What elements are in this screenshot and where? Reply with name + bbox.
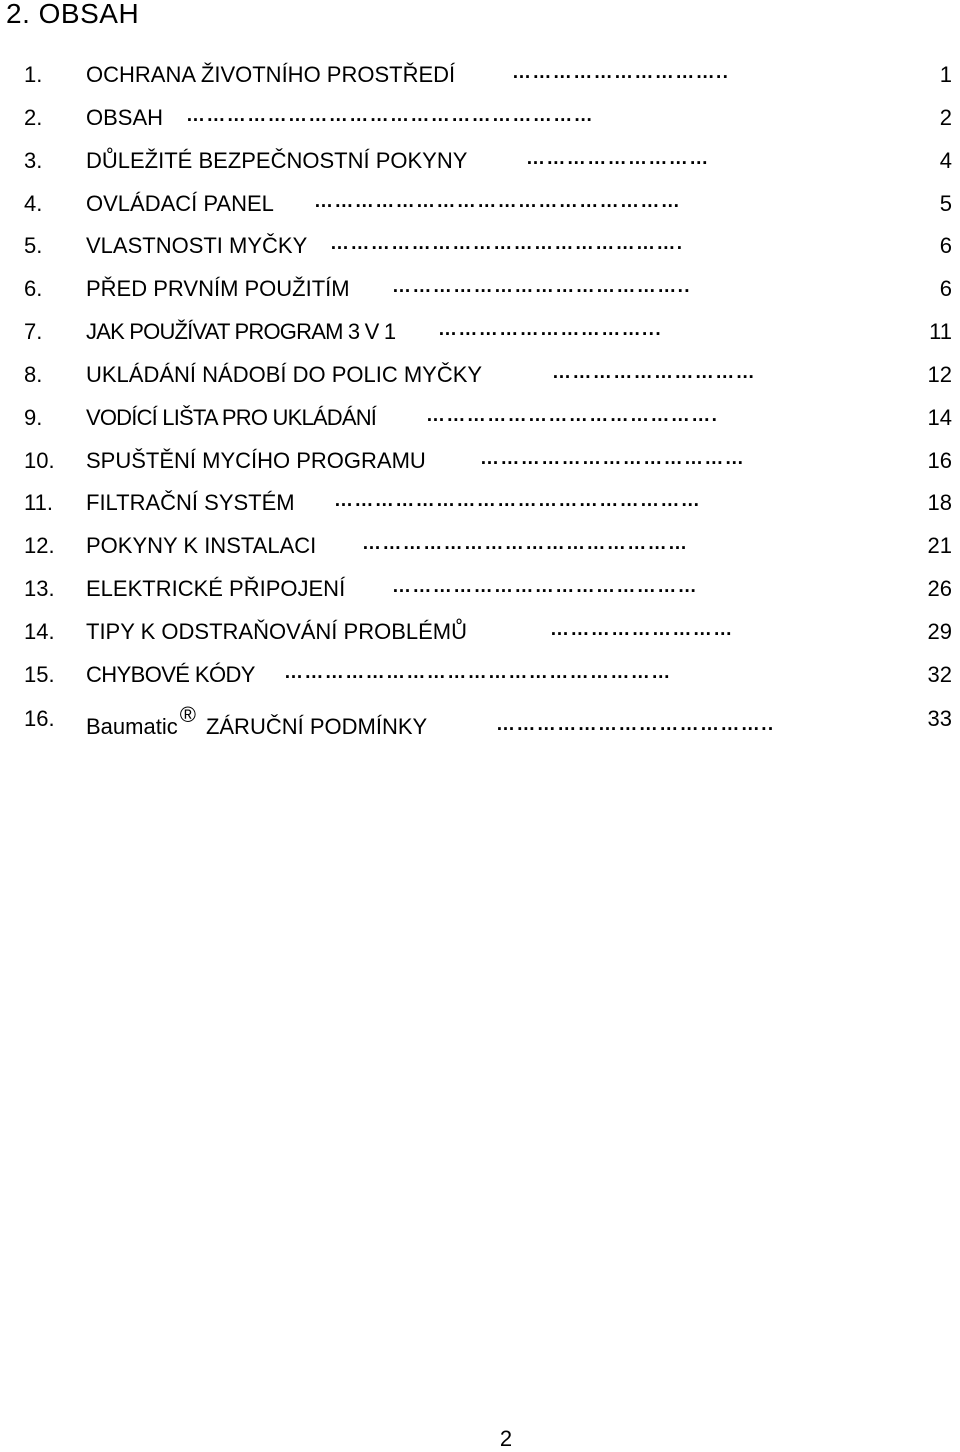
toc-number: 2. — [24, 105, 43, 130]
toc-page-number: 21 — [927, 533, 952, 558]
toc-row — [0, 62, 960, 92]
toc-number: 15. — [24, 662, 55, 687]
toc-row — [0, 148, 960, 178]
registered-mark: ® — [179, 702, 196, 727]
toc-page-number: 5 — [939, 191, 952, 216]
toc-page-number: 12 — [927, 362, 952, 387]
toc-row — [0, 319, 960, 349]
toc-row — [0, 662, 960, 692]
toc-leader-dots: ……………………………………………… — [334, 490, 702, 511]
toc-leader-dots: ………………………….. — [512, 62, 730, 83]
toc-number: 1. — [24, 62, 43, 87]
toc-leader-dots: …………………………... — [438, 319, 663, 340]
toc-page-number: 32 — [927, 662, 952, 687]
toc-title: VLASTNOSTI MYČKY — [86, 233, 308, 258]
toc-number: 4. — [24, 191, 43, 216]
toc-leader-dots: ……………………………………………. — [330, 233, 684, 254]
toc-row — [0, 702, 960, 746]
toc-row — [0, 576, 960, 606]
toc-page-number: 18 — [927, 490, 952, 515]
toc-title: FILTRAČNÍ SYSTÉM — [86, 490, 295, 515]
toc-leader-dots: ……………………………………. — [426, 405, 719, 426]
toc-number: 13. — [24, 576, 55, 601]
toc-leader-dots: ………………………… — [552, 362, 756, 383]
toc-leader-dots: ………………………………… — [480, 448, 746, 469]
toc-leader-dots: ………………………………………… — [362, 533, 689, 554]
toc-leader-dots: …………………………………….. — [392, 276, 691, 297]
page-title: 2. OBSAH — [6, 0, 140, 29]
toc-row — [0, 490, 960, 520]
toc-title-text: ZÁRUČNÍ PODMÍNKY — [205, 714, 428, 739]
toc-page-number: 11 — [929, 319, 952, 344]
toc-title — [86, 702, 428, 740]
toc-number: 6. — [24, 276, 43, 301]
toc-number: 7. — [24, 319, 43, 344]
toc-page-number: 33 — [927, 706, 952, 731]
toc-leader-dots: ………………………………….. — [496, 714, 775, 735]
toc-title: UKLÁDÁNÍ NÁDOBÍ DO POLIC MYČKY — [86, 362, 483, 387]
toc-number: 3. — [24, 148, 43, 173]
toc-row — [0, 405, 960, 435]
toc-number: 14. — [24, 619, 55, 644]
toc-title: JAK POUŽÍVAT PROGRAM 3 V 1 — [86, 319, 396, 344]
toc-number: 12. — [24, 533, 55, 558]
toc-leader-dots: ……………………… — [526, 148, 710, 169]
brand-name: Baumatic — [86, 714, 178, 739]
toc-leader-dots: ……………………………………… — [392, 576, 698, 597]
toc-title: POKYNY K INSTALACI — [86, 533, 317, 558]
toc-number: 11. — [24, 490, 53, 515]
toc-number: 16. — [24, 706, 55, 731]
toc-title: CHYBOVÉ KÓDY — [86, 662, 255, 687]
toc-row — [0, 619, 960, 649]
toc-page-number: 6 — [939, 233, 952, 258]
toc-row — [0, 276, 960, 306]
toc-page-number: 6 — [939, 276, 952, 301]
toc-page-number: 14 — [927, 405, 952, 430]
toc-leader-dots: ……………………… — [550, 619, 734, 640]
toc-number: 9. — [24, 405, 43, 430]
toc-title: OBSAH — [86, 105, 164, 130]
toc-title: SPUŠTĚNÍ MYCÍHO PROGRAMU — [86, 448, 426, 473]
toc-title: VODÍCÍ LIŠTA PRO UKLÁDÁNÍ — [86, 405, 377, 430]
toc-page-number: 4 — [939, 148, 952, 173]
toc-title: ELEKTRICKÉ PŘIPOJENÍ — [86, 576, 346, 601]
toc-row — [0, 105, 960, 135]
toc-title: OCHRANA ŽIVOTNÍHO PROSTŘEDÍ — [86, 62, 456, 87]
toc-title: OVLÁDACÍ PANEL — [86, 191, 274, 216]
toc-title: DŮLEŽITÉ BEZPEČNOSTNÍ POKYNY — [86, 148, 468, 173]
toc-number: 5. — [24, 233, 43, 258]
toc-leader-dots: ………………………………………………… — [284, 662, 672, 683]
toc-page-number: 26 — [927, 576, 952, 601]
toc-page-number: 1 — [939, 62, 952, 87]
toc-row — [0, 233, 960, 263]
toc-row — [0, 191, 960, 221]
toc-number: 10. — [24, 448, 55, 473]
toc-row — [0, 448, 960, 478]
toc-page-number: 16 — [927, 448, 952, 473]
toc-page-number: 29 — [927, 619, 952, 644]
toc-leader-dots: …………………………………………………… — [186, 105, 594, 126]
toc-title: TIPY K ODSTRAŇOVÁNÍ PROBLÉMŮ — [86, 619, 468, 644]
toc-row — [0, 362, 960, 392]
toc-title: PŘED PRVNÍM POUŽITÍM — [86, 276, 350, 301]
toc-page-number: 2 — [939, 105, 952, 130]
footer-page-number: 2 — [499, 1426, 513, 1451]
toc-number: 8. — [24, 362, 43, 387]
toc-leader-dots: ……………………………………………… — [314, 191, 682, 212]
toc-row — [0, 533, 960, 563]
